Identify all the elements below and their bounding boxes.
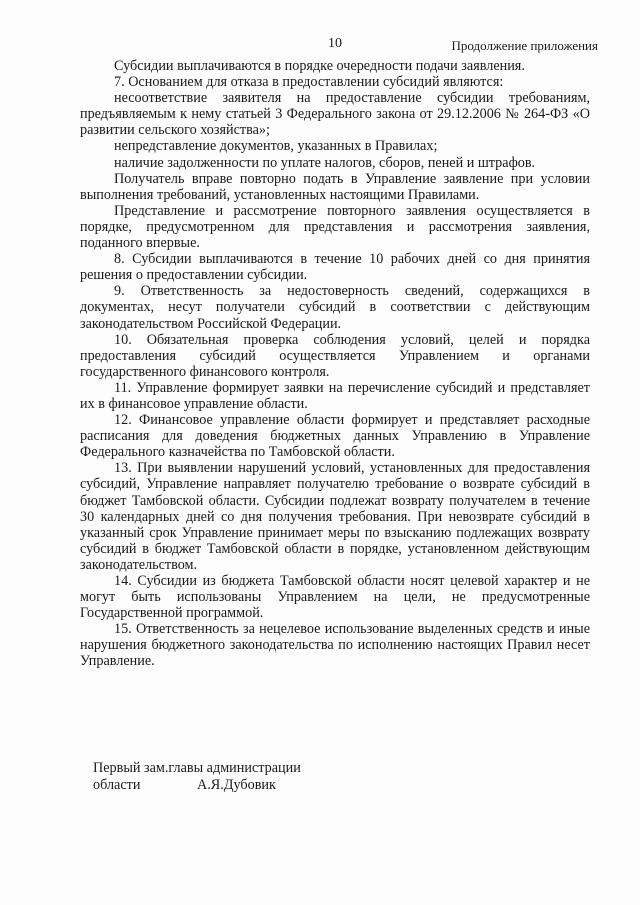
paragraph: несоответствие заявителя на предоставление субсидии требованиям, предъявляемым к нему статьей 3 Федерального закона от 29.12.2006 № 264-ФЗ «О развитии сельского хозяйства»; xyxy=(80,90,590,139)
paragraph: Получатель вправе повторно подать в Управление заявление при условии выполнения требований, установленных настоящими Правилами. xyxy=(80,170,590,203)
paragraph: наличие задолженности по уплате налогов, сборов, пеней и штрафов. xyxy=(114,154,536,171)
paragraph: 10. Обязательная проверка соблюдения условий, целей и порядка предоставления субсидий осуществляется Управлением и органами государственного финансового контроля. xyxy=(80,331,590,380)
paragraph: 12. Финансовое управление области формирует и представляет расходные расписания для доведения бюджетных данных Управлению в Управление Федерального казначейства по Тамбовской области. xyxy=(80,412,590,461)
signatory-position-cont: области xyxy=(93,776,141,793)
paragraph: 9. Ответственность за недостоверность сведений, содержащихся в документах, несут получатели субсидий в соответствии с действующим законодательством Российской Федерации. xyxy=(80,283,590,332)
signature-block xyxy=(93,760,301,793)
page-number: 10 xyxy=(328,36,342,51)
paragraph: 13. При выявлении нарушений условий, установленных для предоставления субсидий, Управление направляет получателю требование о возврате субсидий в бюджет Тамбовской области. Субсидии подлежат возврату получателем в течение 30 календарных дней со дня получения требования. При невозврате субсидий в указанный срок Управление принимает меры по взысканию подлежащих возврату субсидий в бюджет Тамбовской области в порядке, установленном действующим законодательством. xyxy=(80,460,590,573)
paragraph: 14. Субсидии из бюджета Тамбовской области носят целевой характер и не могут быть использованы Управлением на цели, не предусмотренные Государственной программой. xyxy=(80,573,590,622)
paragraph: Субсидии выплачиваются в порядке очередности подачи заявления. xyxy=(114,58,525,74)
paragraph: непредставление документов, указанных в Правилах; xyxy=(114,138,438,155)
paragraph: 7. Основанием для отказа в предоставлении субсидий являются: xyxy=(114,74,504,91)
running-header: Продолжение приложения xyxy=(451,38,598,53)
paragraph: 8. Субсидии выплачиваются в течение 10 рабочих дней со дня принятия решения о предоставлении субсидии. xyxy=(80,251,590,284)
paragraph: 15. Ответственность за нецелевое использование выделенных средств и иные нарушения бюджетного законодательства по исполнению настоящих Правил несет Управление. xyxy=(80,621,590,670)
paragraph: 11. Управление формирует заявки на перечисление субсидий и представляет их в финансовое управление области. xyxy=(80,379,590,412)
document-body xyxy=(80,58,590,670)
paragraph: Представление и рассмотрение повторного заявления осуществляется в порядке, предусмотренном для представления и рассмотрения заявления, поданного впервые. xyxy=(80,202,590,252)
signatory-name: А.Я.Дубовик xyxy=(197,776,276,793)
signatory-position: Первый зам.главы администрации xyxy=(93,760,301,776)
signature-line xyxy=(93,777,301,794)
